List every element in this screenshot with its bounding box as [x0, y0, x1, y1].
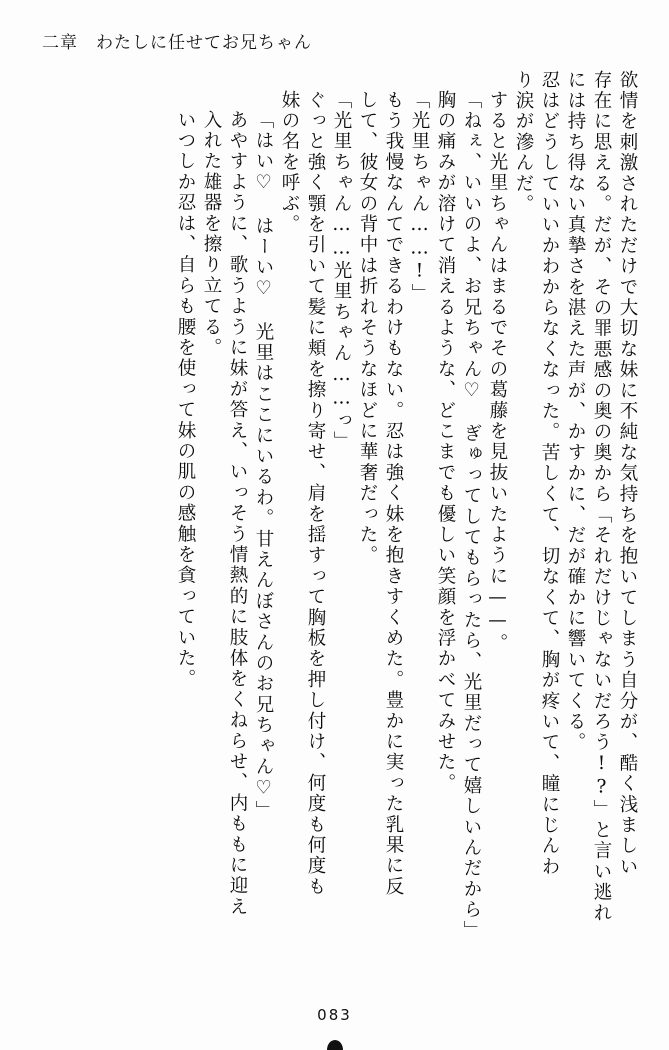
text-column: 「光里ちゃん……!」	[409, 90, 430, 305]
text-column: すると光里ちゃんはまるでその葛藤を見抜いたように——。	[487, 90, 508, 654]
text-column: 欲情を刺激されただけで大切な妹に不純な気持ちを抱いてしまう自分が、酷く浅ましい	[617, 70, 638, 878]
body-text	[36, 70, 636, 990]
text-column: 妹の名を呼ぶ。	[279, 90, 300, 235]
text-column: もう我慢なんてできるわけもない。忍は強く妹を抱きすくめた。豊かに実った乳果に反	[383, 90, 404, 898]
text-column: いつしか忍は、自らも腰を使って妹の肌の感触を貪っていた。	[175, 110, 196, 690]
text-column: 胸の痛みが溶けて消えるような、どこまでも優しい笑顔を浮かべてみせた。	[435, 90, 456, 794]
text-column: 忍はどうしていいかわからなくなった。苦しくて、切なくて、胸が疼いて、瞳にじんわ	[539, 70, 560, 878]
text-column: あやすように、歌うように妹が答え、いっそう情熱的に肢体をくねらせ、内ももに迎え	[227, 110, 248, 918]
chapter-number: 二章	[42, 33, 78, 53]
text-column: 入れた雄器を擦り立てる。	[201, 110, 222, 359]
page-number: 083	[317, 1006, 352, 1024]
page-bottom-mark	[327, 1040, 343, 1050]
text-column: 「はい♡ はーい♡ 光里はここにいるわ。甘えんぼさんのお兄ちゃん♡」	[253, 110, 274, 822]
text-column: 「光里ちゃん……光里ちゃん……っ」	[331, 90, 352, 452]
chapter-title: わたしに任せてお兄ちゃん	[96, 33, 312, 53]
text-column: り涙が滲んだ。	[513, 70, 534, 215]
text-column: して、彼女の背中は折れそうなほどに華奢だった。	[357, 90, 378, 567]
running-head	[42, 28, 627, 58]
text-column: 「ねぇ、いいのよ、お兄ちゃん♡ ぎゅってしてもらったら、光里だって嬉しいんだから」	[461, 90, 482, 942]
text-column: には持ち得ない真摯さを湛えた声が、かすかに、だが確かに響いてくる。	[565, 70, 586, 754]
text-column: ぐっと強く顎を引いて髪に頬を擦り寄せ、肩を揺すって胸板を押し付け、何度も何度も	[305, 90, 326, 898]
text-column: 存在に思える。だが、その罪悪感の奥の奥から「それだけじゃないだろう!?」と言い逃れ	[591, 70, 612, 924]
